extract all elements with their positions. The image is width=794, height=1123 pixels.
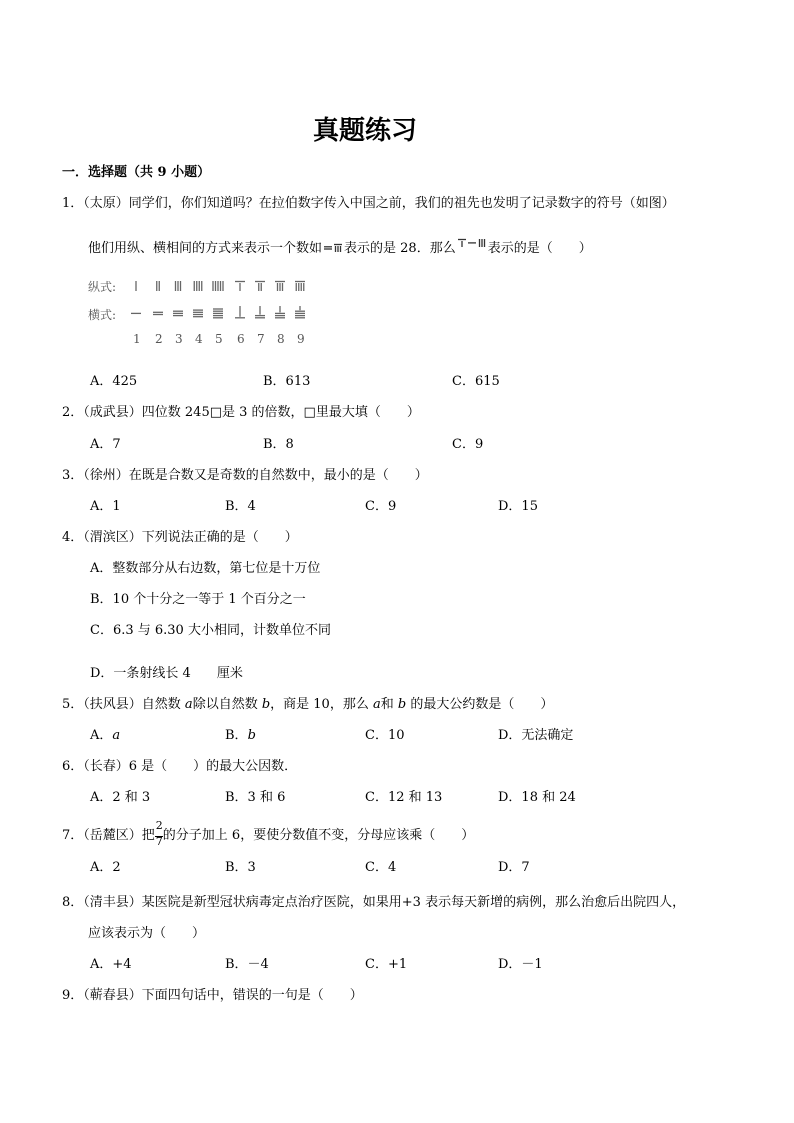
- question-3: [62, 468, 428, 484]
- q-num: 4．: [62, 530, 84, 545]
- option[interactable]: A．1: [90, 499, 121, 514]
- rod-digit-1: [130, 306, 142, 321]
- question-8-line2: 应该表示为（ ）: [88, 926, 206, 941]
- q-num: 7．: [62, 828, 84, 843]
- option[interactable]: [90, 728, 120, 744]
- option[interactable]: C．6.3 与 6.30 大小相同，计数单位不同: [90, 623, 331, 638]
- vertical-label: 纵式:: [88, 280, 117, 294]
- vertical-rod: [274, 280, 286, 295]
- option[interactable]: A．2: [90, 860, 121, 875]
- section-heading: 一．选择题（共 9 小题）: [62, 165, 211, 180]
- question-5: [62, 697, 553, 713]
- option[interactable]: [225, 728, 256, 744]
- rod-digit-8: [333, 243, 343, 253]
- horizontal-rod: [274, 306, 286, 324]
- option[interactable]: B．3: [225, 860, 256, 875]
- var: a: [184, 697, 193, 712]
- q-text: 的分子加上 6，要使分数值不变，分母应该乘（ ）: [162, 828, 475, 843]
- question-4: [62, 530, 298, 546]
- option[interactable]: A．+4: [90, 957, 132, 972]
- rod-digit-6: [234, 280, 246, 292]
- vertical-rod: [234, 280, 246, 295]
- option[interactable]: B．4: [225, 499, 256, 514]
- fraction: [155, 819, 163, 848]
- q-num: 1．: [62, 196, 84, 211]
- horizontal-rod: [172, 306, 184, 324]
- option[interactable]: D．15: [498, 499, 538, 514]
- rod-digit-7: [254, 306, 266, 321]
- rod-digit-3: [172, 306, 184, 321]
- vertical-rod: [294, 280, 306, 295]
- rod-digit-5: [212, 306, 224, 321]
- option[interactable]: B．10 个十分之一等于 1 个百分之一: [90, 592, 306, 607]
- numerator: 2: [155, 819, 163, 832]
- horizontal-rod: [212, 306, 224, 324]
- rod-digit-1: [130, 280, 142, 292]
- option[interactable]: D．18 和 24: [498, 790, 576, 805]
- option[interactable]: A．2 和 3: [90, 790, 151, 805]
- option[interactable]: C．4: [365, 860, 397, 875]
- q-text: 除以自然数: [192, 697, 262, 712]
- q-text: ，商是 10，那么: [270, 697, 373, 712]
- q-num: 3．: [62, 468, 84, 483]
- q-text: 的最大公约数是（ ）: [406, 697, 554, 712]
- vertical-rod: [172, 280, 184, 295]
- rod-digit-2: [323, 243, 333, 253]
- horizontal-rod: [254, 306, 266, 324]
- option[interactable]: D．7: [498, 860, 530, 875]
- q-text: 和: [380, 697, 398, 712]
- vertical-rod: [254, 280, 266, 295]
- option[interactable]: B．－4: [225, 957, 269, 972]
- denominator: 7: [155, 835, 163, 848]
- option[interactable]: A．7: [90, 437, 121, 452]
- q-num: 5．: [62, 697, 84, 712]
- horizontal-rod: [192, 306, 204, 324]
- vertical-rod: [192, 280, 204, 295]
- digit-label: 6: [237, 332, 245, 346]
- digit-label: 9: [297, 332, 305, 346]
- rod-digit-2: [152, 280, 164, 292]
- question-1-line2: [88, 237, 592, 258]
- digit-label: 8: [277, 332, 285, 346]
- digit-label: 4: [195, 332, 203, 346]
- rod-digit-5: [212, 280, 224, 292]
- horizontal-label: 横式:: [88, 308, 117, 322]
- question-2: [62, 405, 420, 421]
- option[interactable]: C．9: [452, 437, 484, 452]
- q-text: （成武县）四位数 245□是 3 的倍数，□里最大填（ ）: [83, 405, 420, 420]
- question-7: [62, 819, 475, 848]
- rod-digit-6: [457, 238, 467, 248]
- q-text: （蕲春县）下面四句话中，错误的一句是（ ）: [83, 988, 363, 1003]
- digit-label: 2: [155, 332, 163, 346]
- rod-digit-6: [234, 306, 246, 321]
- opt-label: A．: [90, 728, 113, 743]
- option[interactable]: D．一条射线长 4 厘米: [90, 666, 243, 681]
- option[interactable]: C．615: [452, 374, 500, 389]
- rod-digit-7: [254, 280, 266, 292]
- question-8: [62, 895, 685, 911]
- option[interactable]: A．整数部分从右边数，第七位是十万位: [90, 561, 321, 576]
- digit-label: 1: [133, 332, 141, 346]
- rod-digit-4: [192, 280, 204, 292]
- var: b: [261, 697, 271, 712]
- rod-digit-3: [477, 238, 487, 248]
- question-1: [62, 196, 675, 212]
- option[interactable]: C．10: [365, 728, 405, 743]
- q-num: 9．: [62, 988, 84, 1003]
- var: a: [372, 697, 381, 712]
- q-text: （长春）6 是（ ）的最大公因数．: [83, 759, 298, 774]
- q-num: 6．: [62, 759, 84, 774]
- q-text: （太原）同学们，你们知道吗？在拉伯数字传入中国之前，我们的祖先也发明了记录数字的符号（如图）: [83, 196, 675, 211]
- option[interactable]: C．12 和 13: [365, 790, 443, 805]
- digit-label: 3: [175, 332, 183, 346]
- var: b: [247, 728, 256, 743]
- rod-digit-3: [172, 280, 184, 292]
- vertical-rod: [152, 280, 164, 295]
- q-text: 表示的是 28．那么: [344, 241, 456, 256]
- option[interactable]: B．3 和 6: [225, 790, 286, 805]
- opt-label: B．: [225, 728, 248, 743]
- rod-digit-9: [294, 306, 306, 321]
- horizontal-rod: [234, 306, 246, 324]
- rod-digit-8: [274, 280, 286, 292]
- q-text: （渭滨区）下列说法正确的是（ ）: [83, 530, 298, 545]
- option[interactable]: D．－1: [498, 957, 543, 972]
- rod-numeral-613: [457, 237, 487, 253]
- option[interactable]: D．无法确定: [498, 728, 574, 743]
- rod-digit-9: [294, 280, 306, 292]
- q-num: 8．: [62, 895, 84, 910]
- horizontal-rod: [152, 306, 164, 324]
- var: a: [112, 728, 121, 743]
- q-num: 2．: [62, 405, 84, 420]
- q-text: 他们用纵、横相间的方式来表示一个数如: [88, 241, 323, 256]
- digit-label: 5: [215, 332, 223, 346]
- digit-label: 7: [257, 332, 265, 346]
- option[interactable]: A．425: [90, 374, 138, 389]
- option[interactable]: C．+1: [365, 957, 408, 972]
- q-text: 表示的是（ ）: [487, 241, 592, 256]
- q-text: （清丰县）某医院是新型冠状病毒定点治疗医院，如果用+3 表示每天新增的病例，那么治愈后出院四人，: [83, 895, 686, 910]
- rod-numeral-28: [323, 242, 343, 258]
- option[interactable]: B．8: [263, 437, 294, 452]
- q-text: （徐州）在既是合数又是奇数的自然数中，最小的是（ ）: [83, 468, 428, 483]
- rod-digit-4: [192, 306, 204, 321]
- q-text: （岳麓区）把: [83, 828, 155, 843]
- question-6: [62, 759, 297, 775]
- rod-digit-1: [467, 238, 477, 248]
- option[interactable]: B．613: [263, 374, 311, 389]
- rod-digit-2: [152, 306, 164, 321]
- horizontal-rod: [130, 306, 142, 324]
- option[interactable]: C．9: [365, 499, 397, 514]
- horizontal-rod: [294, 306, 306, 324]
- vertical-rod: [130, 280, 142, 295]
- page-title: 真题练习: [312, 116, 417, 146]
- rod-digit-8: [274, 306, 286, 321]
- vertical-rod: [212, 280, 224, 295]
- var: b: [397, 697, 407, 712]
- q-text: （扶风县）自然数: [83, 697, 185, 712]
- question-9: [62, 988, 363, 1004]
